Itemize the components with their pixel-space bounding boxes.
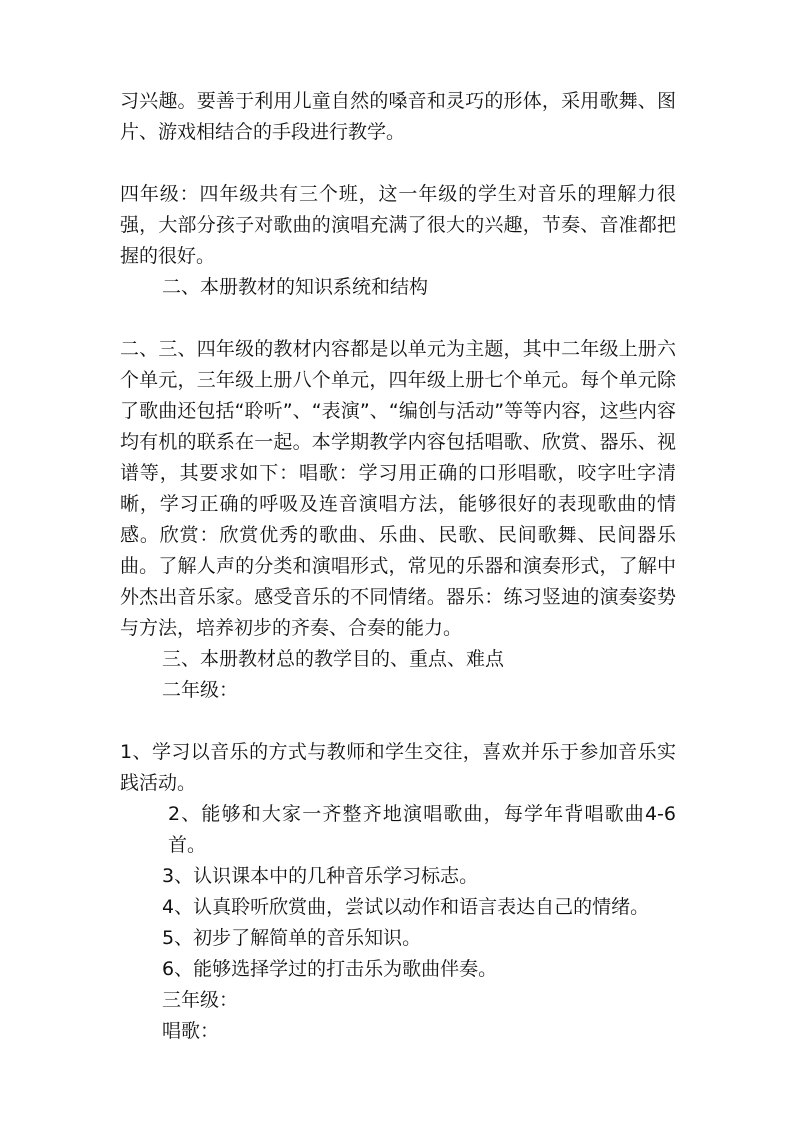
paragraph-materials: 二、三、四年级的教材内容都是以单元为主题，其中二年级上册六个单元，三年级上册八个单元，四年级上册七个单元。每个单元除了歌曲还包括“聆听”、“表演”、“编创与活动”等等内容，这些内容均有机的联系在一起。本学期教学内容包括唱歌、欣赏、器乐、视谱等，其要求如下：唱歌：学习用正确的口形唱歌，咬字吐字清晰，学习正确的呼吸及连音演唱方法，能够很好的表现歌曲的情感。欣赏：欣赏优秀的歌曲、乐曲、民歌、民间歌舞、民间器乐曲。了解人声的分类和演唱形式，常见的乐器和演奏形式，了解中外杰出音乐家。感受音乐的不同情绪。器乐：练习竖迪的演奏姿势与方法，培养初步的齐奏、合奏的能力。 xyxy=(120,338,676,639)
section-heading-2: 二、本册教材的知识系统和结构 xyxy=(162,276,429,298)
list-item-1: 1、学习以音乐的方式与教师和学生交往，喜欢并乐于参加音乐实践活动。 xyxy=(120,741,676,794)
list-item-3: 3、认识课本中的几种音乐学习标志。 xyxy=(162,865,479,887)
grade3-label: 三年级： xyxy=(162,989,239,1011)
paragraph-intro-continuation: 习兴趣。要善于利用儿童自然的嗓音和灵巧的形体，采用歌舞、图片、游戏相结合的手段进行教学。 xyxy=(120,90,676,143)
paragraph-gap xyxy=(120,706,676,737)
paragraph-grade4: 四年级：四年级共有三个班，这一年级的学生对音乐的理解力很强，大部分孩子对歌曲的演唱充满了很大的兴趣，节奏、音准都把握的很好。 xyxy=(120,183,676,267)
document-body xyxy=(120,86,676,1047)
list-item-4: 4、认真聆听欣赏曲，尝试以动作和语言表达自己的情绪。 xyxy=(162,896,650,918)
paragraph-gap xyxy=(120,148,676,179)
list-item-5: 5、初步了解简单的音乐知识。 xyxy=(162,927,422,949)
grade2-label: 二年级： xyxy=(162,679,239,701)
singing-label: 唱歌： xyxy=(162,1020,220,1042)
list-item-6: 6、能够选择学过的打击乐为歌曲伴奏。 xyxy=(162,958,498,980)
list-item-2: 2、能够和大家一齐整齐地演唱歌曲，每学年背唱歌曲4-6首。 xyxy=(168,803,676,856)
paragraph-gap xyxy=(120,303,676,334)
section-heading-3: 三、本册教材总的教学目的、重点、难点 xyxy=(162,648,505,670)
